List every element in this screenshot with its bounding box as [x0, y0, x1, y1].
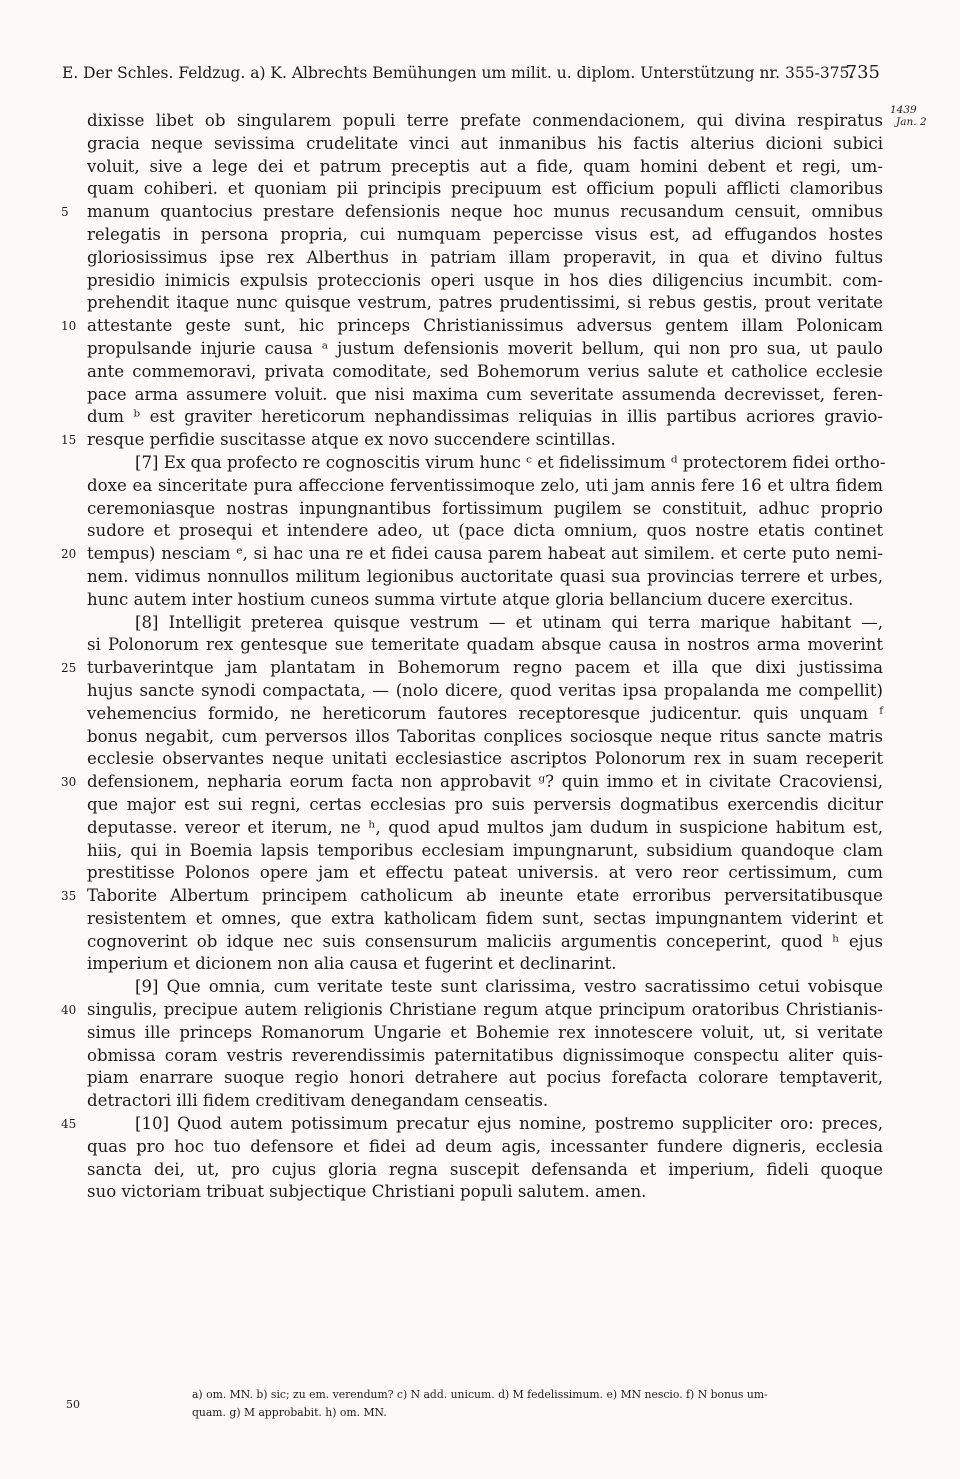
line-text: pace arma assumere voluit. que nisi maxima cum severitate assumenda decrevisset, feren- — [87, 384, 883, 404]
line-number: 25 — [61, 661, 77, 676]
text-line — [61, 999, 883, 1022]
text-line — [61, 543, 883, 566]
text-line — [87, 520, 883, 543]
margin-date-note — [890, 104, 940, 128]
line-text: deputasse. vereor et iterum, ne ʰ, quod apud multos jam dudum in suspicione habitum est, — [87, 817, 883, 837]
line-number: 15 — [61, 433, 77, 448]
line-text: presidio inimicis expulsis proteccionis operi usque in hos dies diligencius incumbit. com- — [87, 270, 883, 290]
text-line — [87, 361, 883, 384]
text-line — [87, 1159, 883, 1182]
line-text: attestante geste sunt, hic princeps Christianissimus adversus gentem illam Polonicam — [87, 316, 883, 336]
line-text: voluit, sive a lege dei et patrum preceptis aut a fide, quam homini debent et regi, um- — [87, 156, 883, 176]
line-text: resistentem et omnes, que extra katholicam fidem sunt, sectas impungnantem viderint et — [87, 908, 883, 928]
line-text: nem. vidimus nonnullos militum legionibus auctoritate quasi sua provincias terrere et urbes, — [87, 566, 883, 586]
line-text: [7] Ex qua profecto re cognoscitis virum hunc ᶜ et fidelissimum ᵈ protectorem fidei ortho- — [135, 452, 886, 472]
text-line — [87, 384, 883, 407]
line-text: detractori illi fidem creditivam denegandam censeatis. — [87, 1091, 549, 1111]
line-number: 40 — [61, 1003, 77, 1018]
line-text: turbaverintque jam plantatam in Bohemorum regno pacem et illa que dixi justissima — [87, 658, 883, 678]
text-line — [87, 840, 883, 863]
text-line — [87, 452, 886, 475]
text-line — [87, 156, 883, 179]
line-text: simus ille princeps Romanorum Ungarie et Bohemie rex innotescere voluit, ut, si veritate — [87, 1022, 883, 1042]
line-text: imperium et dicionem non alia causa et fugerint et declinarint. — [87, 954, 617, 974]
line-text: ecclesie observantes neque unitati ecclesiastice ascriptos Polonorum rex in suam receperit — [87, 749, 883, 769]
text-line — [87, 589, 883, 612]
text-line — [61, 885, 883, 908]
line-text: ante commemoravi, privata comoditate, sed Bohemorum verius salute et catholice ecclesie — [87, 361, 883, 381]
text-line — [87, 908, 883, 931]
text-line — [87, 247, 883, 270]
text-line — [87, 292, 883, 315]
text-line — [87, 1045, 883, 1068]
line-text: gracia neque sevissima crudelitate vinci aut inmanibus his factis alterius dicioni subici — [87, 133, 883, 153]
line-text: que major est sui regni, certas ecclesias pro suis perversis dogmatibus exercendis dicitur — [87, 794, 883, 814]
line-number: 10 — [61, 319, 77, 334]
text-line — [87, 976, 883, 999]
text-line — [87, 862, 883, 885]
text-line — [87, 680, 883, 703]
text-line — [87, 566, 883, 589]
line-text: hiis, qui in Boemia lapsis temporibus ecclesiam impungnarunt, subsidium quandoque clam — [87, 840, 883, 860]
text-line — [87, 794, 883, 817]
line-number: 35 — [61, 889, 77, 904]
line-text: doxe ea sinceritate pura affeccione ferventissimoque zelo, uti jam annis fere 16 et ultra fidem — [87, 475, 883, 495]
text-line — [87, 270, 883, 293]
line-text: sudore et prosequi et intendere adeo, ut (pace dicta omnium, quos nostre etatis continet — [87, 521, 883, 541]
line-text: sancta dei, ut, pro cujus gloria regna suscepit defensanda et imperium, fideli quoque — [87, 1159, 883, 1179]
line-text: ceremoniasque nostras inpungnantibus fortissimum pugilem se constituit, adhuc proprio — [87, 498, 883, 518]
text-line — [61, 657, 883, 680]
line-text: manum quantocius prestare defensionis neque hoc munus recusandum censuit, omnibus — [87, 202, 883, 222]
text-line — [87, 817, 883, 840]
running-title: E. Der Schles. Feldzug. a) K. Albrechts Bemühungen um milit. u. diplom. Unterstützung nr. 355-375. — [62, 64, 855, 82]
text-line — [87, 475, 883, 498]
text-line — [87, 953, 883, 976]
line-text: suo victoriam tribuat subjectique Christiani populi salutem. amen. — [87, 1182, 647, 1202]
text-line — [87, 703, 883, 726]
line-text: tempus) nesciam ᵉ, si hac una re et fidei causa parem habeat aut similem. et certe puto nemi- — [87, 544, 883, 564]
line-text: resque perfidie suscitasse atque ex novo succendere scintillas. — [87, 430, 616, 450]
footnote-line: a) om. MN. b) sic; zu em. verendum? c) N add. unicum. d) M fedelissimum. e) MN nescio. f) N bonus um- — [192, 1388, 768, 1401]
line-text: hujus sancte synodi compactata, — (nolo dicere, quod veritas ipsa propalanda me compellit) — [87, 680, 883, 700]
text-line — [87, 1022, 883, 1045]
line-text: hunc autem inter hostium cuneos summa virtute atque gloria bellancium ducere exercitus. — [87, 589, 854, 609]
line-text: prestitisse Polonos opere jam et effectu pateat universis. at vero reor certissimum, cum — [87, 863, 883, 883]
text-line — [87, 1136, 883, 1159]
line-text: singulis, precipue autem religionis Christiane regum atque principum oratoribus Christianis- — [87, 1000, 883, 1020]
text-line — [87, 1181, 883, 1204]
line-text: obmissa coram vestris reverendissimis paternitatibus dignissimoque conspectu aliter quis- — [87, 1045, 883, 1065]
text-line — [87, 748, 883, 771]
line-text: vehemencius formido, ne hereticorum fautores receptoresque judicentur. quis unquam ᶠ — [87, 703, 883, 723]
text-line — [87, 634, 883, 657]
text-line — [87, 406, 883, 429]
running-header — [62, 64, 880, 82]
line-text: defensionem, nepharia eorum facta non approbavit ᵍ? quin immo et in civitate Cracoviensi, — [87, 772, 883, 792]
margin-year: 1439 — [890, 104, 917, 116]
line-text: dixisse libet ob singularem populi terre prefate conmendacionem, qui divina respiratus — [87, 111, 883, 130]
text-line — [87, 338, 883, 361]
line-text: si Polonorum rex gentesque sue temeritate quadam absque causa in nostros arma moverint — [87, 635, 883, 655]
text-line — [87, 224, 883, 247]
line-text: [8] Intelligit preterea quisque vestrum — et utinam qui terra marique habitant —, — [135, 612, 883, 632]
footnote-line-number: 50 — [66, 1398, 80, 1411]
text-line — [87, 1090, 883, 1113]
footnotes — [192, 1386, 892, 1422]
line-text: propulsande injurie causa ᵃ justum defensionis moverit bellum, qui non pro sua, ut paulo — [87, 338, 883, 358]
body-text — [61, 110, 886, 1204]
line-text: [9] Que omnia, cum veritate teste sunt clarissima, vestro sacratissimo cetui vobisque — [135, 977, 883, 997]
text-line — [61, 429, 883, 452]
text-line — [61, 201, 883, 224]
line-text: bonus negabit, cum perversos illos Taboritas conplices sociosque neque ritus sancte matris — [87, 726, 883, 746]
line-number: 5 — [61, 205, 69, 220]
text-line — [87, 498, 883, 521]
margin-day: Jan. 2 — [896, 116, 927, 128]
line-text: prehendit itaque nunc quisque vestrum, patres prudentissimi, si rebus gestis, prout veritate — [87, 293, 883, 313]
line-number: 30 — [61, 775, 77, 790]
page-number: 735 — [845, 62, 880, 83]
text-line — [61, 315, 883, 338]
line-text: dum ᵇ est graviter hereticorum nephandissimas reliquias in illis partibus acriores gravio- — [87, 407, 883, 427]
text-line — [87, 1067, 883, 1090]
text-line — [61, 1113, 883, 1136]
text-line — [87, 178, 883, 201]
line-text: Taborite Albertum principem catholicum ab ineunte etate erroribus perversitatibusque — [87, 886, 883, 906]
line-text: piam enarrare suoque regio honori detrahere aut pocius forefacta colorare temptaverit, — [87, 1068, 883, 1088]
line-text: cognoverint ob idque nec suis consensurum maliciis argumentis conceperint, quod ʰ ejus — [87, 931, 883, 951]
line-text: gloriosissimus ipse rex Alberthus in patriam illam properavit, in qua et divino fultus — [87, 247, 883, 267]
line-number: 20 — [61, 547, 77, 562]
line-text: quas pro hoc tuo defensore et fidei ad deum agis, incessanter fundere digneris, ecclesia — [87, 1136, 883, 1156]
text-line — [87, 612, 883, 635]
text-line — [87, 110, 883, 133]
line-text: relegatis in persona propria, cui numquam pepercisse visus est, ad effugandos hostes — [87, 224, 883, 244]
text-line — [87, 133, 883, 156]
line-number: 45 — [61, 1117, 77, 1132]
text-line — [61, 771, 883, 794]
line-text: [10] Quod autem potissimum precatur ejus nomine, postremo suppliciter oro: preces, — [135, 1114, 883, 1134]
footnote-line: quam. g) M approbabit. h) om. MN. — [192, 1406, 387, 1419]
text-line — [87, 726, 883, 749]
line-text: quam cohiberi. et quoniam pii principis precipuum est officium populi afflicti clamoribus — [87, 179, 883, 199]
text-line — [87, 931, 883, 954]
